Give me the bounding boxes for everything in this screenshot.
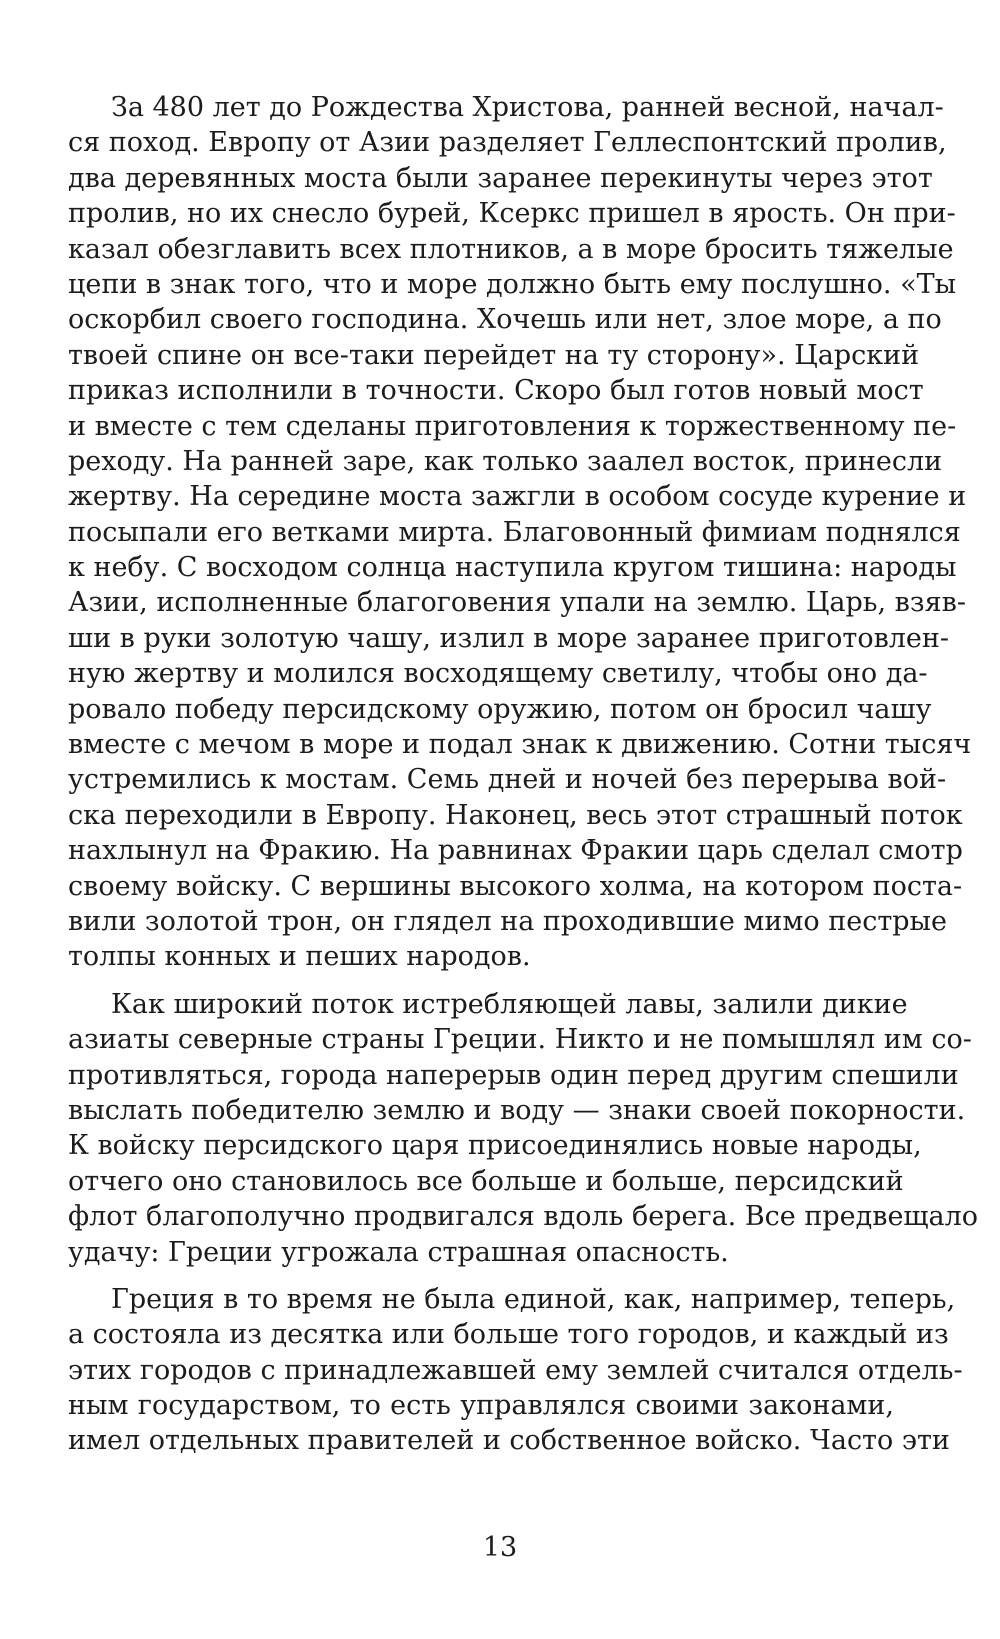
text-line: имел отдельных правителей и собственное войско. Часто эти <box>68 1425 950 1457</box>
text-line: оскорбил своего господина. Хочешь или нет, злое море, а по <box>68 304 942 336</box>
text-line: противляться, города наперерыв один перед другим спешили <box>68 1059 959 1091</box>
text-line: к небу. С восходом солнца наступила кругом тишина: народы <box>68 552 957 584</box>
text-line: толпы конных и пеших народов. <box>68 941 531 973</box>
paragraph <box>68 1282 963 1459</box>
page-number: 13 <box>482 1532 518 1563</box>
text-line: нахлынул на Фракию. На равнинах Фракии царь сделал смотр <box>68 835 963 867</box>
text-line: а состояла из десятка или больше того городов, и каждый из <box>68 1319 949 1351</box>
text-line: азиаты северные страны Греции. Никто и не помышлял им со- <box>68 1024 972 1056</box>
text-line: вили золотой трон, он глядел на проходившие мимо пестрые <box>68 905 948 937</box>
text-line: ся поход. Европу от Азии разделяет Геллеспонтский пролив, <box>68 127 947 159</box>
text-line: За 480 лет до Рождества Христова, ранней весной, начал- <box>111 92 944 123</box>
text-line: К войску персидского царя присоединялись новые народы, <box>68 1130 922 1162</box>
text-line: ска переходили в Европу. Наконец, весь этот страшный поток <box>68 799 963 831</box>
paragraph <box>68 90 972 975</box>
text-line: удачу: Греции угрожала страшная опасность. <box>68 1236 729 1268</box>
text-line: этих городов с принадлежавшей ему землей считался отдель- <box>68 1354 963 1386</box>
text-line: Греция в то время не была единой, как, например, теперь, <box>111 1283 956 1315</box>
text-line: посыпали его ветками мирта. Благовонный фимиам поднялся <box>68 516 961 548</box>
text-line: жертву. На середине моста зажгли в особом сосуде курение и <box>68 481 967 513</box>
text-line: Азии, исполненные благоговения упали на землю. Царь, взяв- <box>68 587 966 619</box>
text-line: Как широкий поток истребляющей лавы, залили дикие <box>111 988 908 1020</box>
text-line: казал обезглавить всех плотников, а в море бросить тяжелые <box>68 233 954 265</box>
text-line: два деревянных моста были заранее перекинуты через этот <box>68 162 933 194</box>
paragraph <box>68 987 979 1270</box>
text-line: и вместе с тем сделаны приготовления к торжественному пе- <box>68 410 957 442</box>
text-line: реходу. На ранней заре, как только заалел восток, принесли <box>68 445 943 477</box>
text-line: флот благополучно продвигался вдоль берега. Все предвещало <box>68 1201 979 1233</box>
text-line: ным государством, то есть управлялся своими законами, <box>68 1390 894 1422</box>
body-text <box>68 90 979 1459</box>
text-line: отчего оно становилось все больше и больше, персидский <box>68 1165 904 1197</box>
text-line: ную жертву и молился восходящему светилу, чтобы оно да- <box>68 658 928 690</box>
text-line: своему войску. С вершины высокого холма, на котором поста- <box>68 870 963 902</box>
text-line: выслать победителю землю и воду — знаки своей покорности. <box>68 1094 966 1126</box>
text-line: устремились к мостам. Семь дней и ночей без перерыва вой- <box>68 764 947 796</box>
text-line: твоей спине он все-таки перейдет на ту сторону». Царский <box>68 339 920 371</box>
text-line: вместе с мечом в море и подал знак к движению. Сотни тысяч <box>68 729 972 761</box>
text-line: приказ исполнили в точности. Скоро был готов новый мост <box>68 375 924 407</box>
text-line: ровало победу персидскому оружию, потом он бросил чашу <box>68 693 932 725</box>
text-line: цепи в знак того, что и море должно быть ему послушно. «Ты <box>68 268 957 300</box>
text-line: пролив, но их снесло бурей, Ксеркс пришел в ярость. Он при- <box>68 198 956 230</box>
text-line: ши в руки золотую чашу, излил в море заранее приготовлен- <box>68 622 950 654</box>
